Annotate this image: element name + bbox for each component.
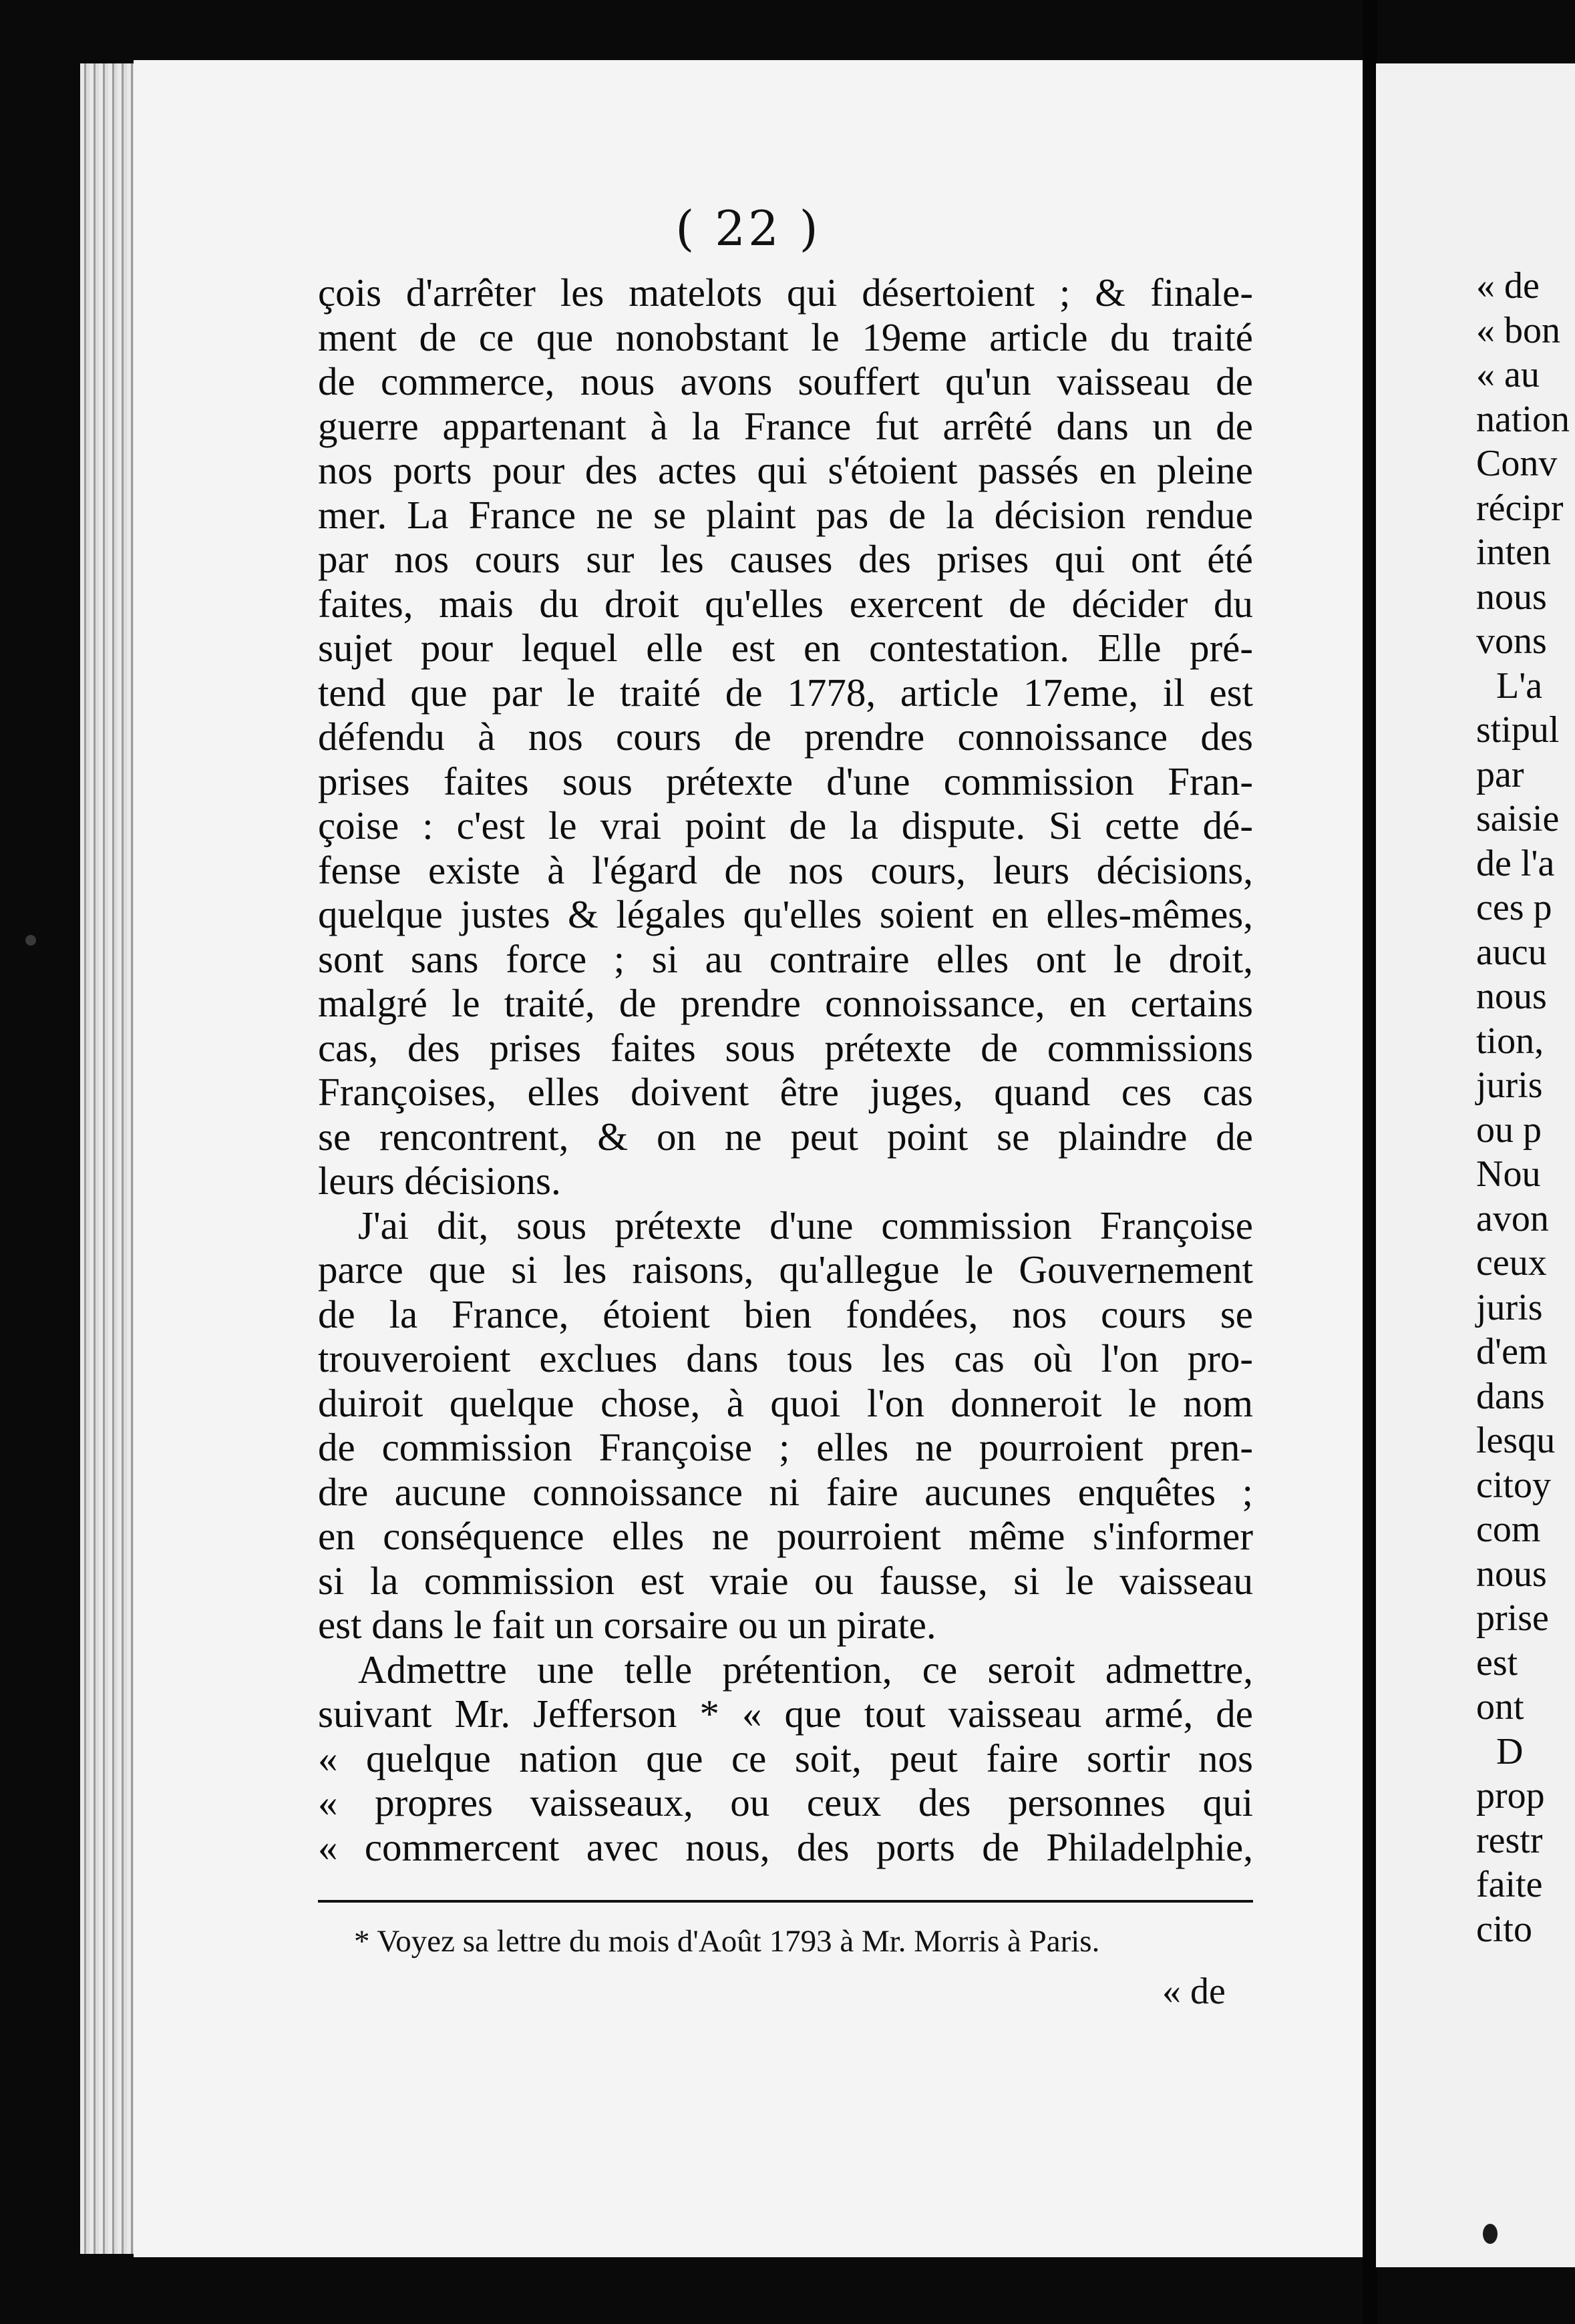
text-line: de commission Françoise ; elles ne pourroient pren- xyxy=(318,1425,1253,1469)
facing-line: d'em xyxy=(1476,1331,1548,1372)
facing-line: Conv xyxy=(1476,443,1558,484)
facing-line: est xyxy=(1476,1641,1518,1684)
text-line: de la France, étoient bien fondées, nos cours se xyxy=(318,1292,1253,1336)
facing-line: inten xyxy=(1476,532,1551,573)
text-line: trouveroient exclues dans tous les cas où l'on pro- xyxy=(318,1336,1253,1380)
facing-line: lesqu xyxy=(1476,1420,1556,1461)
text-line: faites, mais du droit qu'elles exercent de décider du xyxy=(318,581,1253,626)
text-line: Admettre une telle prétention, ce seroit admettre, xyxy=(358,1647,1253,1692)
text-line: « quelque nation que ce soit, peut faire sortir nos xyxy=(318,1736,1253,1780)
facing-line: « de xyxy=(1476,265,1540,307)
text-line: « propres vaisseaux, ou ceux des personnes qui xyxy=(318,1780,1253,1824)
facing-line: tion, xyxy=(1476,1020,1544,1062)
text-line: çois d'arrêter les matelots qui désertoient ; & finale- xyxy=(318,270,1253,315)
text-line: nos ports pour des actes qui s'étoient passés en pleine xyxy=(318,448,1253,492)
text-line: quelque justes & légales qu'elles soient en elles-mêmes, xyxy=(318,892,1253,936)
facing-line: D xyxy=(1496,1730,1524,1772)
facing-line: citoy xyxy=(1476,1464,1551,1506)
facing-line: restr xyxy=(1476,1819,1543,1861)
text-line: suivant Mr. Jefferson * « que tout vaisseau armé, de xyxy=(318,1692,1253,1736)
text-line: parce que si les raisons, qu'allegue le Gouvernement xyxy=(318,1247,1253,1292)
facing-line: ceux xyxy=(1476,1242,1547,1284)
facing-line: nous xyxy=(1476,576,1547,618)
text-line: sont sans force ; si au contraire elles ont le droit, xyxy=(318,936,1253,981)
text-line: J'ai dit, sous prétexte d'une commission Françoise xyxy=(358,1203,1253,1247)
catchword: « de xyxy=(1162,1971,1226,2012)
facing-line: nous xyxy=(1476,1553,1547,1595)
facing-line: « bon xyxy=(1476,309,1560,351)
text-line: mer. La France ne se plaint pas de la décision rendue xyxy=(318,492,1253,537)
facing-line: prop xyxy=(1476,1775,1545,1816)
facing-line: stipul xyxy=(1476,709,1560,751)
facing-line: de l'a xyxy=(1476,842,1555,884)
text-line: « commercent avec nous, des ports de Philadelphie, xyxy=(318,1824,1253,1869)
text-line: en conséquence elles ne pourroient même s'informer xyxy=(318,1514,1253,1558)
scan-speck xyxy=(1483,2224,1498,2244)
text-line: sujet pour lequel elle est en contestation. Elle pré- xyxy=(318,626,1253,670)
facing-page-text xyxy=(1476,264,1570,1951)
text-line: de commerce, nous avons souffert qu'un vaisseau de xyxy=(318,359,1253,403)
facing-line: nous xyxy=(1476,976,1547,1017)
text-line: guerre appartenant à la France fut arrêté dans un de xyxy=(318,403,1253,448)
text-line: prises faites sous prétexte d'une commission Fran- xyxy=(318,759,1253,803)
text-line: si la commission est vraie ou fausse, si le vaisseau xyxy=(318,1558,1253,1603)
text-line: cas, des prises faites sous prétexte de commissions xyxy=(318,1025,1253,1070)
text-line: dre aucune connoissance ni faire aucunes enquêtes ; xyxy=(318,1469,1253,1514)
facing-line: aucu xyxy=(1476,931,1547,973)
text-line: leurs décisions. xyxy=(318,1159,561,1203)
facing-line: juris xyxy=(1476,1286,1543,1328)
text-line: par nos cours sur les causes des prises qui ont été xyxy=(318,537,1253,581)
text-line: se rencontrent, & on ne peut point se plaindre de xyxy=(318,1114,1253,1159)
facing-line: com xyxy=(1476,1509,1541,1550)
text-line: duiroit quelque chose, à quoi l'on donneroit le nom xyxy=(318,1380,1253,1425)
text-line: Françoises, elles doivent être juges, quand ces cas xyxy=(318,1070,1253,1114)
footnote-rule xyxy=(318,1900,1253,1903)
text-line: fense existe à l'égard de nos cours, leurs décisions, xyxy=(318,847,1253,892)
body-text xyxy=(318,270,1253,1869)
facing-line: saisie xyxy=(1476,798,1560,839)
facing-line: L'a xyxy=(1496,664,1543,707)
footnote: * Voyez sa lettre du mois d'Août 1793 à Mr. Morris à Paris. xyxy=(354,1924,1100,1959)
facing-line: juris xyxy=(1476,1064,1543,1106)
text-line: ment de ce que nonobstant le 19eme article du traité xyxy=(318,315,1253,359)
facing-line: vons xyxy=(1476,620,1547,662)
facing-line: dans xyxy=(1476,1375,1545,1417)
facing-line: ces p xyxy=(1476,887,1552,928)
facing-line: ou p xyxy=(1476,1109,1542,1151)
text-line: défendu à nos cours de prendre connoissance des xyxy=(318,715,1253,759)
text-line: tend que par le traité de 1778, article 17eme, il est xyxy=(318,670,1253,715)
facing-line: faite xyxy=(1476,1864,1543,1905)
facing-line: cito xyxy=(1476,1908,1532,1950)
facing-line: avon xyxy=(1476,1197,1549,1239)
text-line: est dans le fait un corsaire ou un pirate. xyxy=(318,1603,936,1647)
facing-line: prise xyxy=(1476,1597,1549,1639)
facing-line: par xyxy=(1476,753,1524,795)
text-line: malgré le traité, de prendre connoissance, en certains xyxy=(318,981,1253,1025)
facing-line: Nou xyxy=(1476,1153,1541,1195)
text-line: çoise : c'est le vrai point de la dispute. Si cette dé- xyxy=(318,803,1253,847)
facing-line: nation xyxy=(1476,398,1570,440)
facing-line: « au xyxy=(1476,354,1540,395)
facing-line: ont xyxy=(1476,1686,1524,1728)
book-gutter xyxy=(1363,0,1377,2324)
facing-line: récipr xyxy=(1476,487,1564,529)
page-number: ( 22 ) xyxy=(675,200,821,256)
scan-speck xyxy=(25,935,36,946)
